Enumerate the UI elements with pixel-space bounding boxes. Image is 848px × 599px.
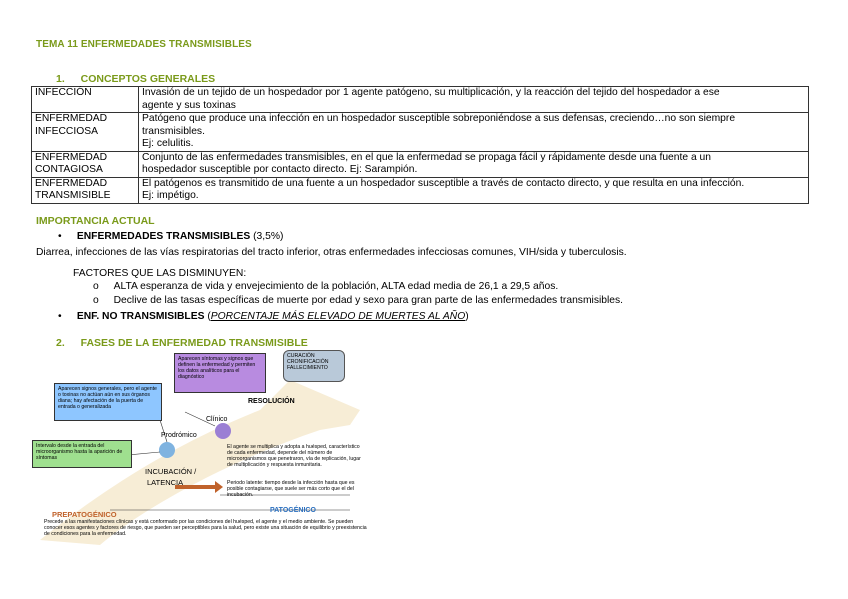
- table-row: [32, 113, 809, 152]
- section-1-number: 1.: [56, 73, 65, 85]
- section-1-heading: [56, 73, 215, 85]
- label-resolucion: RESOLUCIÓN: [248, 398, 295, 405]
- box-resolucion: CURACIÓN CRONIFICACIÓN FALLECIMIENTO: [283, 350, 345, 382]
- term-line: INFECCIÓN: [35, 87, 92, 98]
- definition-line: Ej: impétigo.: [142, 190, 199, 201]
- label-clinico: Clínico: [206, 416, 228, 423]
- term-line: TRANSMISIBLE: [35, 190, 111, 201]
- bullet-transmisibles: [58, 230, 283, 243]
- factor-item-text: ALTA esperanza de vida y envejecimiento de la población, ALTA edad media de 26,1 a 29,5 años.: [113, 281, 559, 292]
- definition-line: El patógenos es transmitido de una fuente a un hospedador susceptible a través de contacto directo, y que resulta en una infección.: [142, 177, 745, 189]
- definition-cell: [139, 87, 809, 113]
- text-prepatogenico: Precede a las manifestaciones clínicas y está conformado por las condiciones del huésped, el agente y el medio ambiente. Se pueden conocer esos agentes y factores de riesgo, que pueden ser perceptibles para la salud, pero existe una situación de equilibrio y preexistencia de condiciones para la enfermedad.: [44, 519, 367, 537]
- label-incubacion: INCUBACIÓN /: [145, 467, 197, 476]
- factores-heading: FACTORES QUE LAS DISMINUYEN:: [73, 268, 247, 279]
- term-cell: [32, 177, 139, 203]
- term-line: ENFERMEDAD: [35, 113, 108, 124]
- concepts-table: [31, 86, 809, 204]
- box-prodromico: Aparecen signos generales, pero el agente o toxinas no actúan aún en sus órganos diana; hay afectación de la puerta de entrada o generalizada: [54, 383, 162, 421]
- table-row: [32, 87, 809, 113]
- clinico-circle: [215, 423, 231, 439]
- text-multiplicacion: El agente se multiplica y adopta a huésped, característico de cada enfermedad, depende del número de microorganismos que penetraron, vía de replicación, lugar de multiplicación y respuesta inmunitaria.: [227, 444, 361, 468]
- term-line: INFECCIOSA: [35, 125, 98, 137]
- section-2-title: FASES DE LA ENFERMEDAD TRANSMISIBLE: [80, 337, 308, 349]
- importancia-heading: IMPORTANCIA ACTUAL: [36, 215, 155, 227]
- transmisibles-description: Diarrea, infecciones de las vías respiratorias del tracto inferior, otras enfermedades infecciosas comunes, VIH/sida y tuberculosis.: [36, 247, 627, 258]
- section-2-number: 2.: [56, 337, 65, 349]
- section-1-title: CONCEPTOS GENERALES: [80, 73, 216, 85]
- bullet-transmisibles-pct: (3,5%): [253, 231, 284, 242]
- bullet-icon: •: [58, 231, 62, 242]
- bullet-no-transmisibles-note: PORCENTAJE MÁS ELEVADO DE MUERTES AL AÑO: [210, 311, 466, 322]
- term-line: ENFERMEDAD: [35, 151, 108, 163]
- text-periodo-latente: Periodo latente: tiempo desde la infección hasta que es posible contagiarse, que suele ser más corto que el del incubación.: [227, 480, 355, 498]
- definition-line: transmisibles.: [142, 125, 205, 137]
- box-incubacion: Intervalo desde la entrada del microorganismo hasta la aparición de síntomas: [32, 440, 132, 468]
- definition-line: hospedador susceptible por contacto directo. Ej: Sarampión.: [142, 164, 418, 175]
- table-row: [32, 177, 809, 203]
- bullet-no-transmisibles: • ENF. NO TRANSMISIBLES (PORCENTAJE MÁS ELEVADO DE MUERTES AL AÑO): [58, 311, 469, 322]
- incubacion-arrowhead-icon: [215, 481, 223, 493]
- bullet-no-transmisibles-label: ENF. NO TRANSMISIBLES: [76, 311, 205, 322]
- table-row: [32, 151, 809, 177]
- definition-line: Patógeno que produce una infección en un hospedador susceptible sobreponiéndose a sus defensas, creciendo…no son siempre: [142, 113, 736, 124]
- factor-item-text: Declive de las tasas específicas de muerte por edad y sexo para gran parte de las enfermedades transmisibles.: [113, 295, 624, 306]
- term-line: ENFERMEDAD: [35, 177, 108, 189]
- circle-bullet-icon: o: [93, 295, 99, 306]
- document-title: TEMA 11 ENFERMEDADES TRANSMISIBLES: [36, 39, 252, 50]
- term-cell: [32, 151, 139, 177]
- definition-cell: [139, 113, 809, 152]
- section-2-heading: [56, 337, 308, 349]
- label-prepatogenico: PREPATOGÉNICO: [52, 510, 117, 519]
- definition-line: agente y sus toxinas: [142, 99, 236, 111]
- definition-line: Conjunto de las enfermedades transmisibles, en el que la enfermedad se propaga fácil y rápidamente desde una fuente a un: [142, 151, 711, 163]
- definition-cell: [139, 177, 809, 203]
- label-prodromico: Prodrómico: [161, 432, 197, 439]
- bullet-icon: •: [58, 311, 62, 322]
- prodromico-circle: [159, 442, 175, 458]
- circle-bullet-icon: o: [93, 281, 99, 292]
- term-cell: [32, 113, 139, 152]
- phases-diagram: [30, 350, 375, 550]
- label-latencia: LATENCIA: [147, 478, 184, 487]
- term-cell: [32, 87, 139, 113]
- definition-line: Invasión de un tejido de un hospedador por 1 agente patógeno, su multiplicación, y la reacción del tejido del hospedador a ese: [142, 87, 720, 98]
- label-patogenico: PATOGÉNICO: [270, 507, 316, 514]
- bullet-transmisibles-label: ENFERMEDADES TRANSMISIBLES: [76, 231, 251, 242]
- term-line: CONTAGIOSA: [35, 164, 103, 175]
- box-clinico: Aparecen síntomas y signos que definen la enfermedad y permiten los datos analíticos para el diagnóstico: [174, 353, 266, 393]
- factor-item: [93, 280, 558, 293]
- factor-item: [93, 294, 623, 307]
- definition-line: Ej: celulitis.: [142, 138, 194, 149]
- definition-cell: [139, 151, 809, 177]
